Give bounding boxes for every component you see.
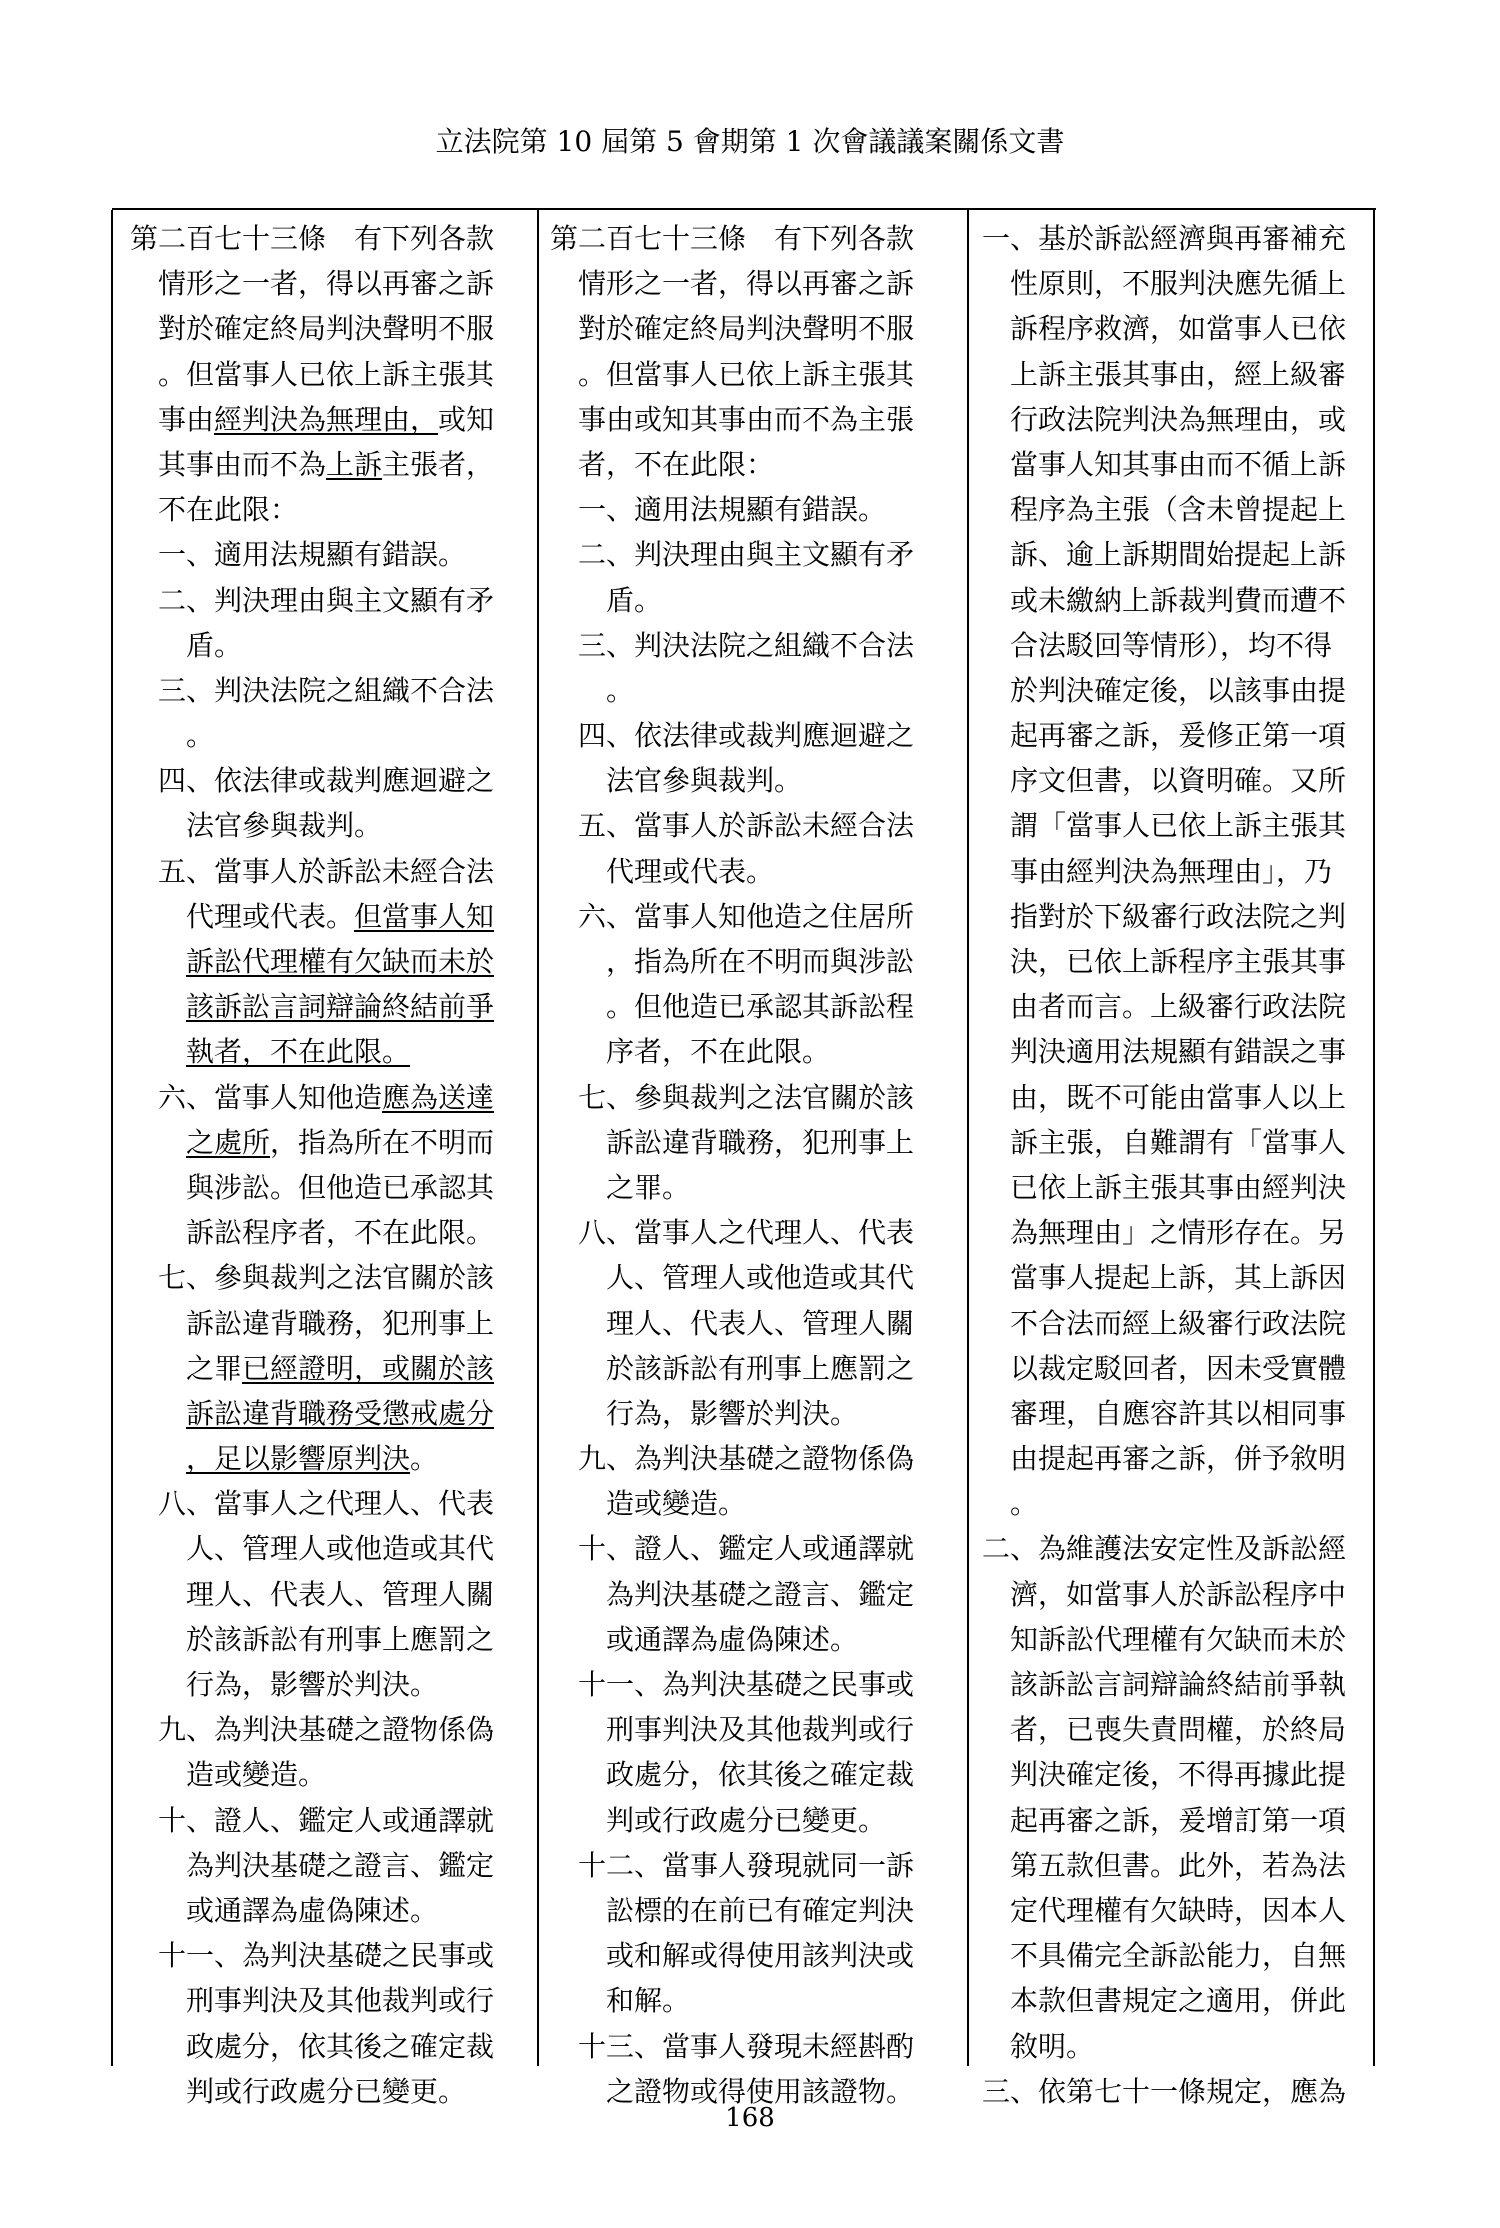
line-text: 理人、代表人、管理人關 [186,1577,495,1611]
line-text: 不合法而經上級審行政法院 [1010,1306,1347,1340]
line-text: 行政法院判決為無理由，或 [1010,402,1347,436]
line-text: 上訴主張其事由，經上級審 [1010,357,1347,391]
line-text: 十二、當事人發現就同一訴 [578,1848,915,1882]
line-text: 造或變造。 [186,1758,327,1792]
current-line [550,1933,950,1978]
revised-line [130,1210,530,1255]
current-line [550,1752,950,1797]
line-text: 已依上訴主張其事由經判決 [1010,1170,1347,1204]
revised-line [130,1933,530,1978]
explanation-line [982,1301,1366,1346]
line-text: 造或變造。 [606,1487,747,1521]
current-line [550,713,950,758]
current-line [550,1120,950,1165]
line-text: 當事人知其事由而不循上訴 [1010,447,1347,481]
current-line [550,1075,950,1120]
line-text: 判決確定後，不得再據此提 [1010,1758,1347,1792]
line-text: 六、當事人知他造之住居所 [578,899,915,933]
line-text: 該訴訟言詞辯論終結前爭執 [1010,1668,1347,1701]
line-text: 訴主張，自難謂有「當事人 [1010,1125,1347,1159]
explanation-line [982,1346,1366,1391]
explanation-line [982,306,1366,351]
line-text: 起再審之訴，爰增訂第一項 [1010,1803,1347,1837]
line-text: 本款但書規定之適用，併此 [1010,1984,1347,2018]
line-text: 九、為判決基礎之證物係偽 [158,1713,495,1747]
revised-line [130,1843,530,1888]
line-text: 之罪。 [606,1170,691,1204]
amended-text: 執者，不在此限。 [186,1035,411,1069]
line-text: 一、適用法規顯有錯誤。 [578,493,887,527]
line-text: 情形之一者，得以再審之訴 [158,267,495,301]
current-line [550,849,950,894]
line-text: 判決適用法規顯有錯誤之事 [1010,1035,1347,1069]
line-text: 性原則，不服判決應先循上 [1010,267,1347,301]
document-header: 立法院第 10 屆第 5 會期第 1 次會議議案關係文書 [435,125,1065,158]
line-text: 七、參與裁判之法官關於該 [158,1261,495,1295]
revised-line [130,442,530,487]
explanation-line [982,216,1366,261]
current-line [550,1165,950,1210]
line-text: ，指為所在不明而與涉訟 [606,945,915,978]
line-text: 十三、當事人發現未經斟酌 [578,2029,915,2063]
line-text: 知訴訟代理權有欠缺而未於 [1010,1622,1347,1656]
line-text: 為判決基礎之證言、鑑定 [186,1848,495,1882]
line-text: 第五款但書。此外，若為法 [1010,1848,1347,1882]
revised-line [130,1752,530,1797]
line-text: 行為，影響於判決。 [606,1396,859,1430]
line-text: 為判決基礎之證言、鑑定 [606,1577,915,1611]
line-text: 訴、逾上訴期間始提起上訴 [1010,538,1347,572]
line-text: 刑事判決及其他裁判或行 [606,1713,915,1747]
revised-line [130,1120,530,1165]
revised-line [130,1572,530,1617]
current-line [550,2024,950,2069]
explanation-line [982,1436,1366,1481]
line-text: 二、判決理由與主文顯有矛 [158,583,495,617]
revised-line [130,1662,530,1707]
line-text: 一、適用法規顯有錯誤。 [158,538,467,572]
line-text: 一、基於訴訟經濟與再審補充 [982,222,1347,255]
revised-line [130,668,530,713]
page-number: 168 [725,2103,775,2133]
current-line [550,1210,950,1255]
explanation-line [982,442,1366,487]
amended-text: 訴訟代理權有欠缺而未於 [186,945,495,978]
line-text: 政處分，依其後之確定裁 [606,1758,915,1792]
current-line [550,487,950,532]
revised-line [130,1346,530,1391]
table-border-right [1373,210,1375,2066]
line-text: 訴訟違背職務，犯刑事上 [606,1125,915,1159]
current-line [550,1888,950,1933]
amended-text: 上訴 [326,447,383,481]
revised-line [130,261,530,306]
line-text: 由者而言。上級審行政法院 [1010,990,1347,1024]
line-text: 二、為維護法安定性及訴訟經 [982,1532,1347,1566]
line-text: 八、當事人之代理人、代表 [578,1216,915,1250]
line-text: 理人、代表人、管理人關 [606,1306,915,1340]
revised-line [130,1978,530,2023]
current-line [550,939,950,984]
explanation-line [982,1075,1366,1120]
line-text: 由提起再審之訴，併予敘明 [1010,1442,1347,1476]
current-line [550,261,950,306]
line-text: 合法駁回等情形），均不得 [1010,628,1333,662]
line-text: 或通譯為虛偽陳述。 [186,1893,439,1927]
line-text: 或知 [438,402,495,436]
current-line [550,1707,950,1752]
explanation-line [982,1029,1366,1074]
explanation-line [982,261,1366,306]
line-text: 第二百七十三條 有下列各款 [130,222,495,255]
revised-line [130,939,530,984]
line-text: 濟，如當事人於訴訟程序中 [1010,1577,1347,1611]
explanation-line [982,1843,1366,1888]
revised-line [130,1481,530,1526]
line-text: 主張者， [382,447,495,481]
current-line [550,1029,950,1074]
line-text: 五、當事人於訴訟未經合法 [578,809,915,843]
line-text: 不在此限： [158,493,299,527]
line-text: 刑事判決及其他裁判或行 [186,1984,495,2018]
current-line [550,984,950,1029]
current-line [550,1391,950,1436]
line-text: 判或行政處分已變更。 [186,2074,467,2108]
line-text: 。 [410,1442,439,1476]
line-text: 定代理權有欠缺時，因本人 [1010,1893,1347,1927]
explanation-line [982,1572,1366,1617]
amended-text: 該訴訟言詞辯論終結前爭 [186,990,495,1024]
revised-line [130,1436,530,1481]
line-text: 事由 [158,402,215,436]
line-text: 六、當事人知他造 [158,1080,383,1114]
line-text: 三、判決法院之組織不合法 [158,673,495,707]
line-text: 人、管理人或他造或其代 [186,1532,495,1566]
line-text: 代理或代表。 [606,854,775,888]
revised-line [130,894,530,939]
current-text-column [550,216,950,2114]
revised-line [130,1075,530,1120]
current-line [550,758,950,803]
line-text: 。但當事人已依上訴主張其 [578,357,915,391]
explanation-line [982,2024,1366,2069]
explanation-line [982,1255,1366,1300]
revised-line [130,1029,530,1074]
line-text: 對於確定終局判決聲明不服 [578,312,915,346]
revised-line [130,578,530,623]
line-text: 十、證人、鑑定人或通譯就 [158,1803,495,1837]
line-text: 政處分，依其後之確定裁 [186,2029,495,2063]
revised-line [130,1888,530,1933]
line-text: 十一、為判決基礎之民事或 [578,1668,915,1701]
line-text: 。 [1010,1487,1039,1521]
revised-line [130,1798,530,1843]
revised-line [130,2024,530,2069]
current-line [550,306,950,351]
line-text: 。 [606,673,635,707]
revised-line [130,984,530,1029]
revised-text-column [130,216,530,2114]
line-text: 以裁定駁回者，因未受實體 [1010,1351,1347,1385]
explanation-line [982,1165,1366,1210]
line-text: 不具備完全訴訟能力，自無 [1010,1939,1347,1973]
line-text: 法官參與裁判。 [606,764,803,798]
explanation-line [982,1481,1366,1526]
line-text: 指對於下級審行政法院之判 [1010,899,1347,933]
revised-line [130,1391,530,1436]
line-text: 十一、為判決基礎之民事或 [158,1939,495,1973]
explanation-line [982,397,1366,442]
line-text: 。但當事人已依上訴主張其 [158,357,495,391]
line-text: 法官參與裁判。 [186,809,383,843]
line-text: 七、參與裁判之法官關於該 [578,1080,915,1114]
line-text: 敘明。 [1010,2029,1095,2063]
explanation-line [982,849,1366,894]
amended-text: 之處所 [186,1125,271,1159]
current-line [550,442,950,487]
revised-line [130,1165,530,1210]
current-line [550,1843,950,1888]
explanation-line [982,1752,1366,1797]
explanation-line [982,1798,1366,1843]
line-text: 當事人提起上訴，其上訴因 [1010,1261,1347,1295]
revised-line [130,306,530,351]
current-line [550,532,950,577]
revised-line [130,1255,530,1300]
explanation-line [982,578,1366,623]
line-text: 其事由而不為 [158,447,327,481]
revised-line [130,713,530,758]
revised-line [130,532,530,577]
revised-line [130,397,530,442]
line-text: 或通譯為虛偽陳述。 [606,1622,859,1656]
amended-text: 但當事人知 [354,899,495,933]
explanation-line [982,1707,1366,1752]
explanation-line [982,532,1366,577]
line-text: 訟標的在前已有確定判決 [606,1893,915,1927]
current-line [550,1978,950,2023]
column-divider-1 [537,210,539,2066]
line-text: 判或行政處分已變更。 [606,1803,887,1837]
explanation-column [982,216,1366,2114]
explanation-line [982,487,1366,532]
line-text: 序者，不在此限。 [606,1035,831,1069]
revised-line [130,216,530,261]
line-text: 八、當事人之代理人、代表 [158,1487,495,1521]
line-text: 於該訴訟有刑事上應罰之 [606,1351,915,1385]
line-text: 和解。 [606,1984,691,2018]
revised-line [130,849,530,894]
current-line [550,1301,950,1346]
current-line [550,578,950,623]
line-text: 十、證人、鑑定人或通譯就 [578,1532,915,1566]
table-border-left [111,210,113,2066]
amended-text: 應為送達 [382,1080,495,1114]
line-text: 代理或代表。 [186,899,355,933]
line-text: 與涉訟。但他造已承認其 [186,1170,495,1204]
explanation-line [982,668,1366,713]
explanation-line [982,352,1366,397]
line-text: 三、判決法院之組織不合法 [578,628,915,662]
current-line [550,1662,950,1707]
line-text: 事由經判決為無理由」，乃 [1010,854,1333,888]
current-line [550,1481,950,1526]
revised-line [130,803,530,848]
current-line [550,803,950,848]
line-text: 或未繳納上訴裁判費而遭不 [1010,583,1347,617]
explanation-line [982,623,1366,668]
line-text: 訴訟違背職務，犯刑事上 [186,1306,495,1340]
revised-line [130,1707,530,1752]
line-text: 審理，自應容許其以相同事 [1010,1396,1347,1430]
line-text: 於判決確定後，以該事由提 [1010,673,1347,707]
revised-line [130,758,530,803]
line-text: 謂「當事人已依上訴主張其 [1010,809,1347,843]
current-line [550,1346,950,1391]
line-text: 四、依法律或裁判應迴避之 [158,764,495,798]
line-text: 四、依法律或裁判應迴避之 [578,719,915,753]
explanation-line [982,1888,1366,1933]
explanation-line [982,1526,1366,1571]
current-line [550,1436,950,1481]
current-line [550,623,950,668]
current-line [550,894,950,939]
line-text: 序文但書，以資明確。又所 [1010,764,1347,798]
explanation-line [982,894,1366,939]
line-text: 行為，影響於判決。 [186,1668,439,1701]
line-text: 。但他造已承認其訴訟程 [606,990,915,1024]
line-text: 者，已喪失責問權，於終局 [1010,1713,1347,1747]
explanation-line [982,758,1366,803]
revised-line [130,1526,530,1571]
line-text: 訴訟程序者，不在此限。 [186,1216,495,1250]
explanation-line [982,939,1366,984]
column-divider-2 [967,210,969,2066]
line-text: 程序為主張（含未曾提起上 [1010,493,1347,527]
current-line [550,668,950,713]
line-text: 為無理由」之情形存在。另 [1010,1216,1347,1250]
current-line [550,1526,950,1571]
line-text: 訴程序救濟，如當事人已依 [1010,312,1347,346]
line-text: 情形之一者，得以再審之訴 [578,267,915,301]
explanation-line [982,803,1366,848]
explanation-line [982,1391,1366,1436]
current-line [550,1617,950,1662]
line-text: ，指為所在不明而 [270,1125,495,1159]
line-text: 對於確定終局判決聲明不服 [158,312,495,346]
current-line [550,1255,950,1300]
explanation-line [982,1978,1366,2023]
line-text: 。 [186,719,215,753]
explanation-line [982,1617,1366,1662]
amended-text: 已經證明，或關於該 [242,1351,495,1385]
explanation-line [982,1210,1366,1255]
line-text: 事由或知其事由而不為主張 [578,402,915,436]
line-text: 二、判決理由與主文顯有矛 [578,538,915,572]
revised-line [130,1301,530,1346]
line-text: 第二百七十三條 有下列各款 [550,222,915,255]
line-text: 盾。 [186,628,243,662]
line-text: 人、管理人或他造或其代 [606,1261,915,1295]
line-text: 於該訴訟有刑事上應罰之 [186,1622,495,1656]
line-text: 決，已依上訴程序主張其事 [1010,945,1347,978]
line-text: 三、依第七十一條規定，應為 [982,2074,1347,2108]
line-text: 起再審之訴，爰修正第一項 [1010,719,1347,753]
current-line [550,1572,950,1617]
line-text: 盾。 [606,583,663,617]
comparison-table [112,208,1376,2108]
line-text: 之罪 [186,1351,243,1385]
revised-line [130,1617,530,1662]
explanation-line [982,1662,1366,1707]
explanation-line [982,1120,1366,1165]
line-text: 者，不在此限： [578,447,775,481]
current-line [550,216,950,261]
explanation-line [982,713,1366,758]
revised-line [130,352,530,397]
line-text: 九、為判決基礎之證物係偽 [578,1442,915,1476]
line-text: 或和解或得使用該判決或 [606,1939,915,1973]
explanation-line [982,1933,1366,1978]
current-line [550,1798,950,1843]
amended-text: ，足以影響原判決 [186,1442,411,1476]
current-line [550,397,950,442]
amended-text: 訴訟違背職務受懲戒處分 [186,1396,495,1430]
amended-text: 經判決為無理由， [214,402,439,436]
line-text: 由，既不可能由當事人以上 [1010,1080,1347,1114]
explanation-line [982,984,1366,1029]
revised-line [130,623,530,668]
line-text: 五、當事人於訴訟未經合法 [158,854,495,888]
line-text: 之證物或得使用該證物。 [606,2074,915,2108]
current-line [550,352,950,397]
revised-line [130,487,530,532]
